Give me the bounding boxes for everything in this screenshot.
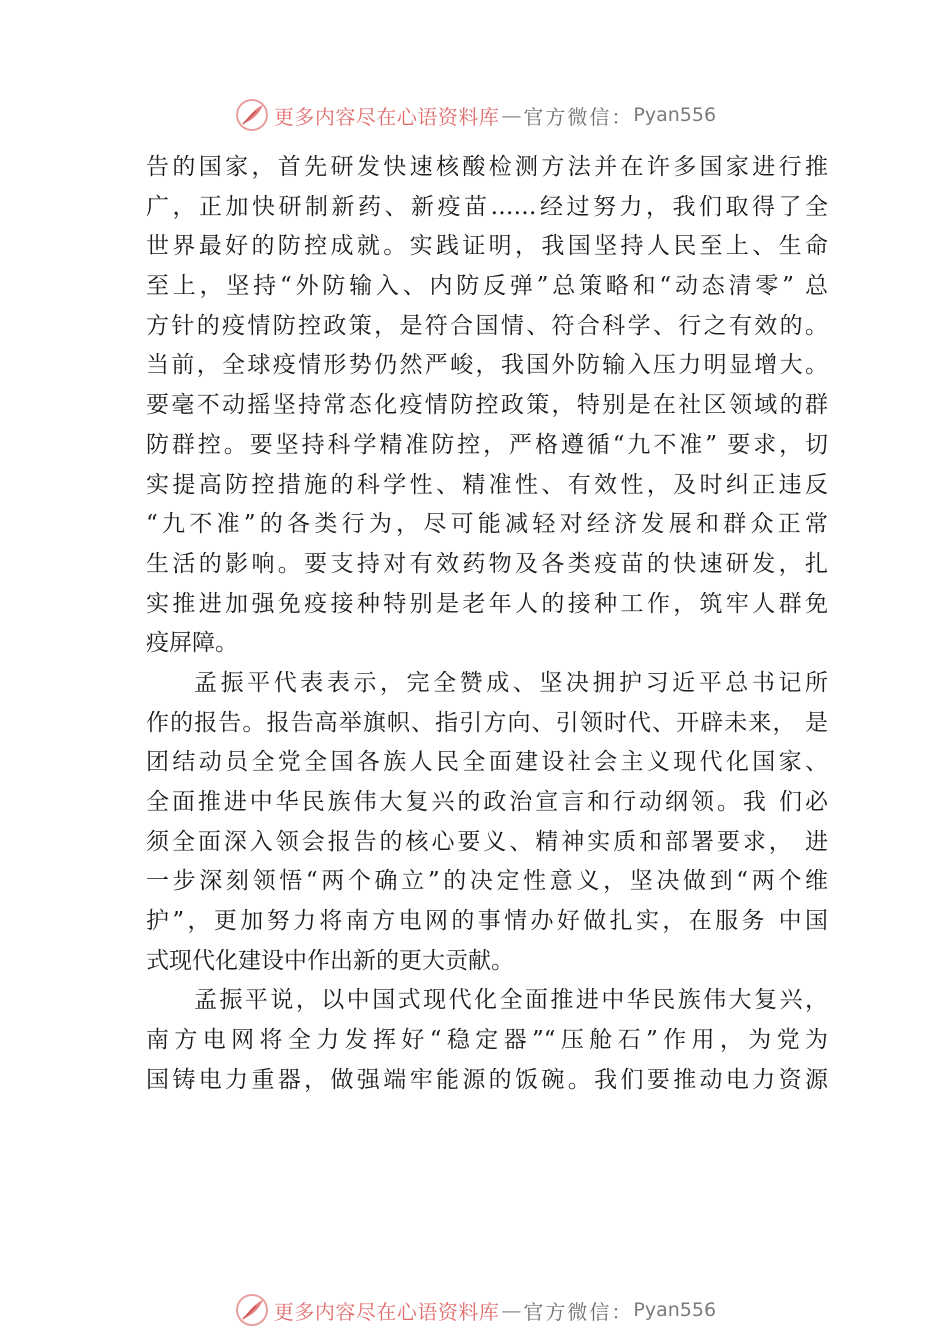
text-line: 作的报告。报告高举旗帜、指引方向、引领时代、开辟未来， 是 (146, 709, 828, 736)
watermark-dash: — (501, 1298, 522, 1322)
feather-quill-icon (234, 1292, 270, 1328)
watermark-dash: — (501, 103, 522, 127)
text-line: 式现代化建设中作出新的更大贡献。 (146, 947, 514, 974)
text-line: 生活的影响。要支持对有效药物及各类疫苗的快速研发，扎 (146, 550, 828, 577)
text-line: 告的国家，首先研发快速核酸检测方法并在许多国家进行推 (146, 154, 828, 180)
text-line: 实推进加强免疫接种特别是老年人的接种工作，筑牢人群免 (146, 590, 828, 617)
text-line: 实提高防控措施的科学性、精准性、有效性，及时纠正违反 (146, 471, 828, 498)
text-line: 当前，全球疫情形势仍然严峻，我国外防输入压力明显增大。 (146, 352, 828, 379)
text-line: 护”，更加努力将南方电网的事情办好做扎实，在服务 中国 (146, 908, 828, 935)
text-line: 孟振平代表表示，完全赞成、坚决拥护习近平总书记所 (194, 669, 828, 696)
text-line: 疫屏障。 (146, 630, 238, 657)
text-line: 孟振平说，以中国式现代化全面推进中华民族伟大复兴， (194, 987, 828, 1014)
text-line: 国铸电力重器，做强端牢能源的饭碗。我们要推动电力资源 (146, 1066, 828, 1093)
text-line: 全面推进中华民族伟大复兴的政治宣言和行动纲领。我 们必 (146, 789, 828, 815)
text-line: 南方电网将全力发挥好“稳定器”“压舱石”作用，为党为 (146, 1027, 828, 1054)
watermark-brand: 更多内容尽在心语资料库 (273, 104, 500, 129)
text-line: 广，正加快研制新药、新疫苗……经过努力，我们取得了全 (146, 193, 828, 220)
text-line: 至上，坚持“外防输入、内防反弹”总策略和“动态清零” 总 (146, 273, 828, 300)
watermark-id: Pyan556 (633, 1299, 717, 1321)
watermark-label: 官方微信： (523, 104, 634, 129)
text-line: 防群控。要坚持科学精准防控，严格遵循“九不准” 要求，切 (146, 431, 828, 458)
text-line: 世界最好的防控成就。实践证明，我国坚持人民至上、生命 (146, 233, 828, 260)
text-line: 方针的疫情防控政策，是符合国情、符合科学、行之有效的。 (146, 312, 828, 339)
text-line: 须全面深入领会报告的核心要义、精神实质和部署要求， 进 (146, 828, 828, 855)
watermark-id: Pyan556 (633, 104, 717, 126)
document-body (146, 148, 828, 1101)
watermark-label: 官方微信： (523, 1299, 634, 1324)
watermark-brand: 更多内容尽在心语资料库 (273, 1299, 500, 1324)
footer-watermark (0, 1290, 950, 1330)
header-watermark (0, 95, 950, 135)
text-line: “九不准”的各类行为，尽可能减轻对经济发展和群众正常 (146, 511, 828, 538)
feather-quill-icon (234, 97, 270, 133)
text-line: 团结动员全党全国各族人民全面建设社会主义现代化国家、 (146, 749, 828, 776)
text-line: 一步深刻领悟“两个确立”的决定性意义，坚决做到“两个维 (146, 868, 828, 895)
text-line: 要毫不动摇坚持常态化疫情防控政策，特别是在社区领域的群 (146, 392, 828, 419)
